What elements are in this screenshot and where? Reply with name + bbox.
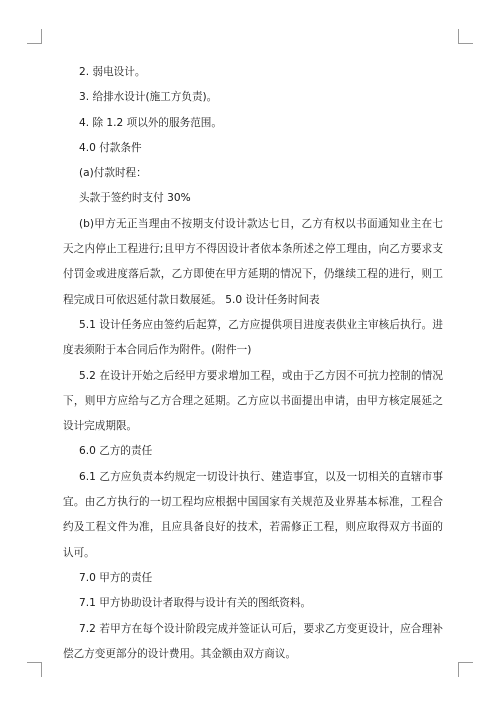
crop-mark-top-right	[458, 29, 473, 44]
clause-5-1: 5.1 设计任务应由签约后起算，乙方应提供项目进度表供业主审核后执行。进度表须附于本合同后作为附件。(附件一)	[63, 318, 443, 357]
payment-down-payment: 头款于签约时支付 30%	[79, 192, 191, 205]
section-heading-party-a: 7.0 甲方的责任	[79, 571, 153, 584]
clause-5-2: 5.2 在设计开始之后经甲方要求增加工程，或由于乙方因不可抗力控制的情况下，则甲方应给与乙方合理之延期。乙方应以书面提出申请，由甲方核定展延之设计完成期限。	[63, 369, 443, 433]
payment-clause-b: (b)甲方无正当理由不按期支付设计款达七日，乙方有权以书面通知业主在七天之内停止工程进行;且甲方不得因设计者依本条所述之停工理由，向乙方要求支付罚金或进度落后款，乙方即使在甲方延期的情况下，仍继续工程的进行，则工程完成日可依迟延付款日数展延。 5.0 设计任务时间表	[63, 217, 443, 306]
crop-mark-bottom-right	[458, 662, 473, 677]
clause-6-1: 6.1 乙方应负责本约规定一切设计执行、建造事宜，以及一切相关的直辖市事宜。由乙方执行的一切工程均应根据中国国家有关规范及业界基本标准，工程合约及工程文件为准，且应具备良好的技术，若需修正工程，则应取得双方书面的认可。	[63, 470, 443, 559]
list-item-water-supply: 3. 给排水设计(施工方负责)。	[79, 91, 218, 104]
section-heading-party-b: 6.0 乙方的责任	[79, 445, 153, 458]
crop-mark-top-left	[27, 29, 42, 44]
clause-7-1: 7.1 甲方协助设计者取得与设计有关的图纸资料。	[79, 597, 312, 610]
list-item-service-scope: 4. 除 1.2 项以外的服务范围。	[79, 116, 222, 129]
section-heading-payment: 4.0 付款条件	[79, 141, 142, 154]
document-body	[63, 60, 443, 667]
clause-7-2: 7.2 若甲方在每个设计阶段完成并签证认可后，要求乙方变更设计，应合理补偿乙方变更部分的设计费用。其金额由双方商议。	[63, 622, 443, 660]
list-item-weak-current: 2. 弱电设计。	[79, 66, 146, 78]
payment-schedule-label: (a)付款时程：	[79, 167, 147, 180]
crop-mark-bottom-left	[27, 662, 42, 677]
